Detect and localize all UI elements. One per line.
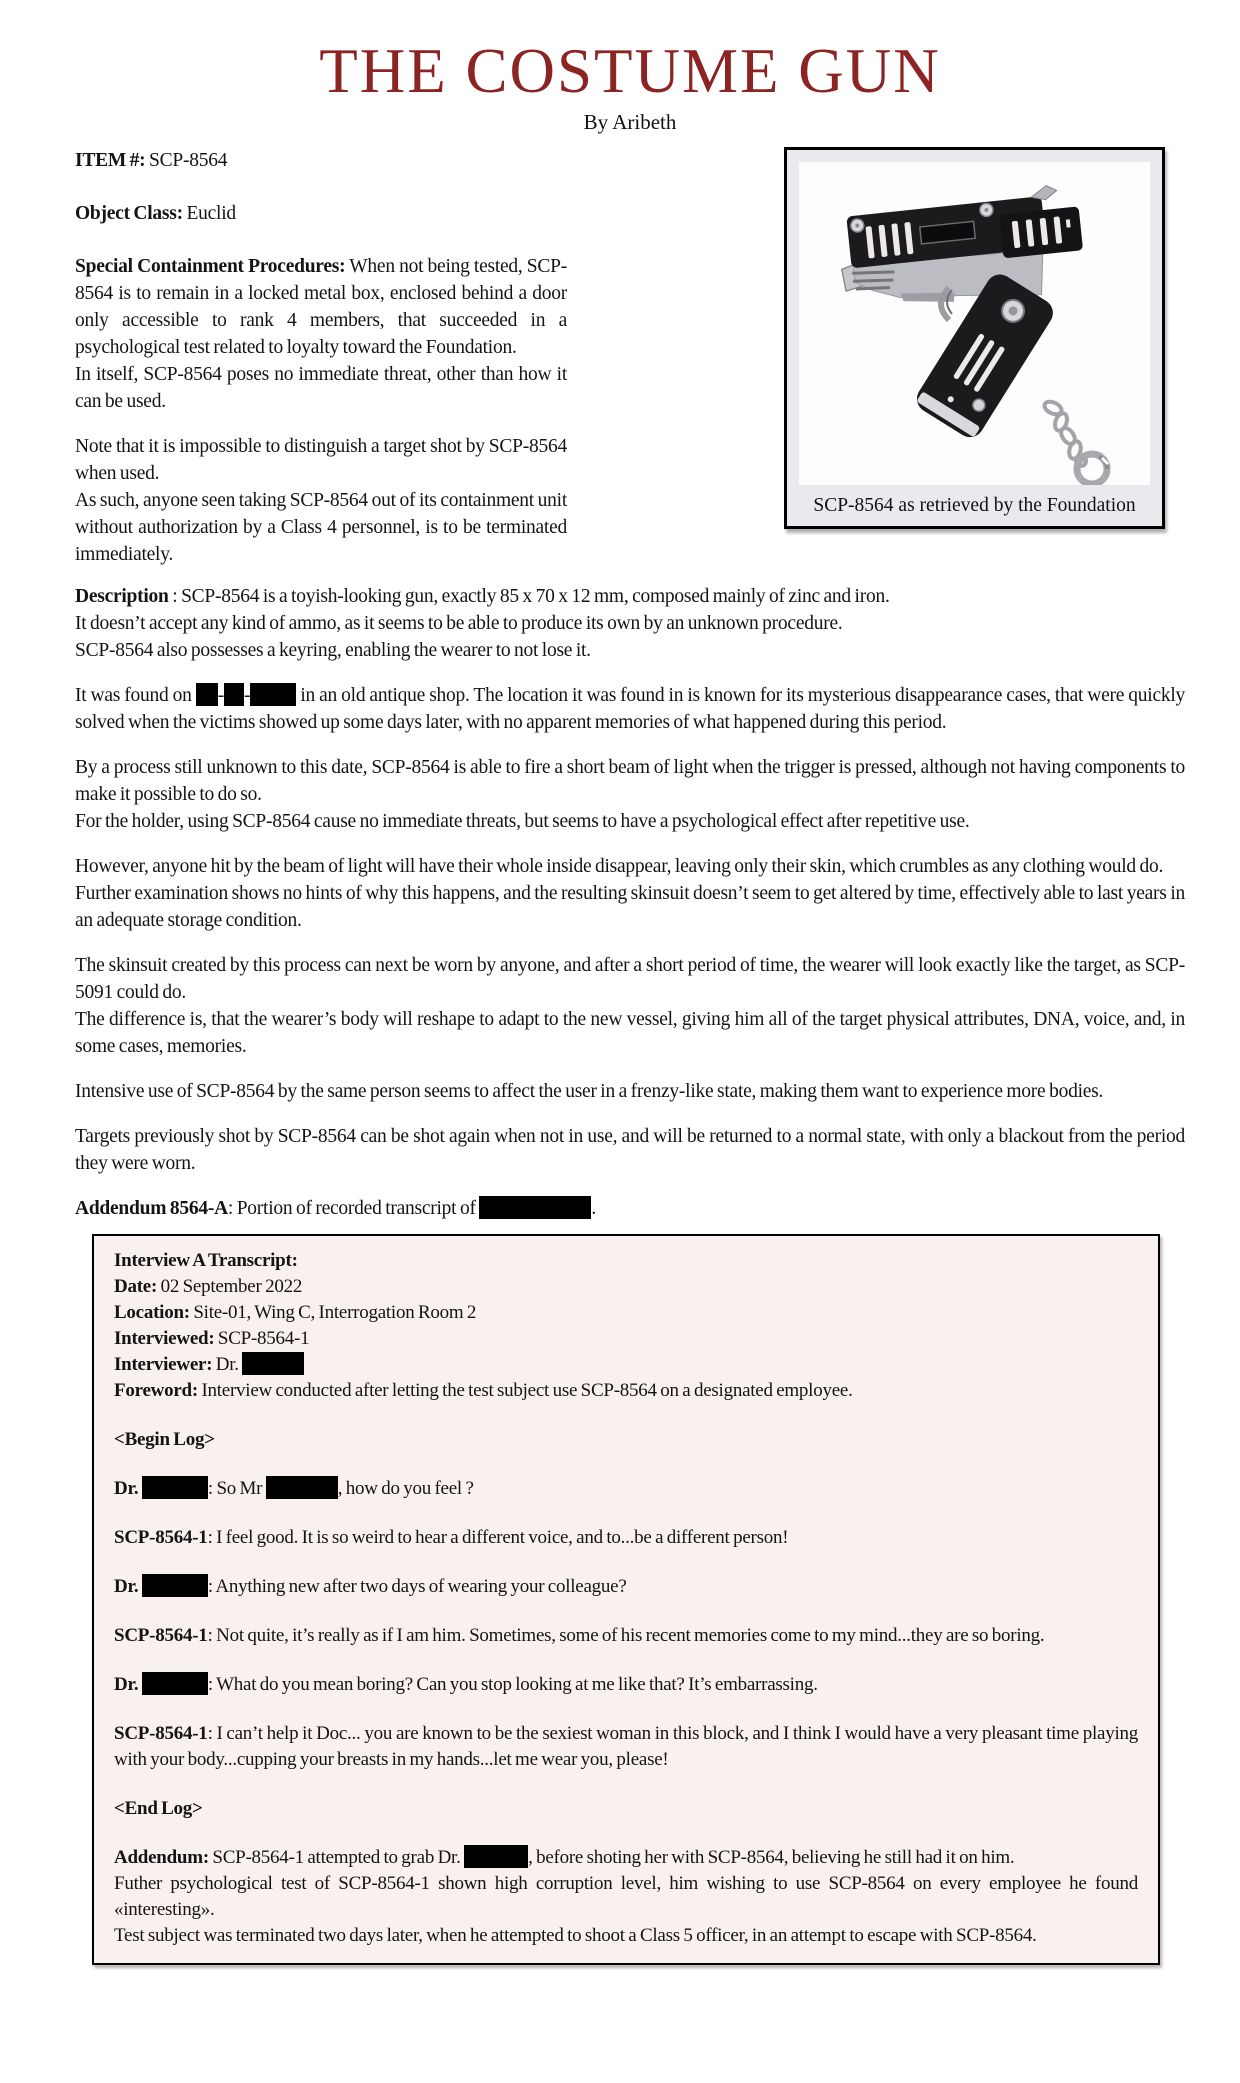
dialog-dr-3 bbox=[114, 1672, 1138, 1698]
discovery-text-1: It was found on bbox=[75, 685, 192, 707]
redacted-dr-name bbox=[142, 1672, 208, 1695]
beam-effects-paragraph bbox=[75, 853, 1185, 934]
interviewed-label: Interviewed: bbox=[114, 1328, 215, 1350]
redacted-interviewer-name bbox=[242, 1352, 304, 1375]
description-label: Description bbox=[75, 586, 169, 608]
addendum-label: Addendum 8564-A bbox=[75, 1198, 228, 1220]
dialog-text: : I feel good. It is so weird to hear a different voice, and to...be a different person! bbox=[207, 1527, 789, 1549]
interview-foreword-line bbox=[114, 1378, 1138, 1404]
containment-text-1: When not being tested, SCP-8564 is to remain in a locked metal box, enclosed behind a door only accessible to rank 4 members, that succeeded in a psychological test related to loyalty toward the Foundation. bbox=[75, 256, 567, 359]
dialog-dr-2 bbox=[114, 1574, 1138, 1600]
item-number-line bbox=[75, 147, 567, 174]
interviewed-value: SCP-8564-1 bbox=[217, 1328, 310, 1350]
dialog-scp-2 bbox=[114, 1623, 1138, 1649]
redacted-date-day bbox=[196, 683, 218, 706]
redacted-date-month bbox=[224, 683, 244, 706]
skinsuit-text-2: The difference is, that the wearer’s body will reshape to adapt to the new vessel, giving him all of the target physical attributes, DNA, voice, and, in some cases, memories. bbox=[75, 1009, 1185, 1058]
effects-text-2: Further examination shows no hints of why this happens, and the resulting skinsuit doesn’t seem to get altered by time, effectively able to last years in an adequate storage condition. bbox=[75, 883, 1185, 932]
location-label: Location: bbox=[114, 1302, 190, 1324]
description-text-3: SCP-8564 also possesses a keyring, enabling the wearer to not lose it. bbox=[75, 640, 591, 662]
skinsuit-paragraph bbox=[75, 952, 1185, 1060]
item-number-value: SCP-8564 bbox=[149, 150, 228, 172]
byline: By Aribeth bbox=[583, 110, 677, 135]
redacted-mr-name bbox=[266, 1476, 338, 1499]
object-class-line bbox=[75, 200, 567, 227]
top-section bbox=[75, 147, 1185, 568]
dialog-text: : What do you mean boring? Can you stop looking at me like that? It’s embarrassing. bbox=[207, 1674, 818, 1696]
addendum-reference-line bbox=[75, 1195, 1185, 1222]
interview-heading-text: Interview A Transcript: bbox=[114, 1250, 298, 1272]
intensive-use-paragraph: Intensive use of SCP-8564 by the same person seems to affect the user in a frenzy-like state, making them want to experience more bodies. bbox=[75, 1081, 1104, 1103]
begin-log-text: <Begin Log> bbox=[114, 1429, 215, 1451]
process-text-1: By a process still unknown to this date, SCP-8564 is able to fire a short beam of light when the trigger is pressed, although not having components to make it possible to do so. bbox=[75, 757, 1185, 806]
date-separator: - bbox=[243, 685, 251, 707]
redacted-dr-name bbox=[142, 1574, 208, 1597]
beam-process-paragraph bbox=[75, 754, 1185, 835]
discovery-paragraph bbox=[75, 682, 1185, 736]
item-number-label: ITEM #: bbox=[75, 150, 146, 172]
addendum-text: : Portion of recorded transcript of bbox=[227, 1198, 476, 1220]
dialog-text: : I can’t help it Doc... you are known to be the sexiest woman in this block, and I think I would have a very pleasant time playing with your body...cupping your breasts in my hands...let me wear you, please! bbox=[114, 1723, 1138, 1771]
interview-addendum-paragraph bbox=[114, 1845, 1138, 1949]
targets-paragraph: Targets previously shot by SCP-8564 can be shot again when not in use, and will be returned to a normal state, with only a blackout from the period they were worn. bbox=[75, 1126, 1185, 1175]
end-log-text: <End Log> bbox=[114, 1798, 203, 1820]
interview-location-line bbox=[114, 1300, 1138, 1326]
dialog-text: : Not quite, it’s really as if I am him. Sometimes, some of his recent memories come to my mind...they are so boring. bbox=[207, 1625, 1045, 1647]
photo-caption: SCP-8564 as retrieved by the Foundation bbox=[813, 495, 1136, 517]
dialog-text: , how do you feel ? bbox=[337, 1478, 474, 1500]
scp-8564-photo bbox=[799, 162, 1150, 485]
interview-addendum-text-2: , before shoting her with SCP-8564, believing he still had it on him. bbox=[528, 1847, 1015, 1869]
dialog-scp-3 bbox=[114, 1721, 1138, 1773]
dialog-scp-1 bbox=[114, 1525, 1138, 1551]
description-paragraph bbox=[75, 583, 1185, 664]
description-text-1: : SCP-8564 is a toyish-looking gun, exactly 85 x 70 x 12 mm, composed mainly of zinc and iron. bbox=[168, 586, 890, 608]
date-value: 02 September 2022 bbox=[160, 1276, 303, 1298]
containment-note-1: Note that it is impossible to distinguish a target shot by SCP-8564 when used. bbox=[75, 436, 567, 485]
containment-note-2: As such, anyone seen taking SCP-8564 out of its containment unit without authorization by a Class 4 personnel, is to be terminated immediately. bbox=[75, 490, 567, 566]
process-text-2: For the holder, using SCP-8564 cause no immediate threats, but seems to have a psychological effect after repetitive use. bbox=[75, 811, 970, 833]
begin-log-line bbox=[114, 1427, 1138, 1453]
redacted-transcript-name bbox=[479, 1196, 591, 1219]
containment-text-2: In itself, SCP-8564 poses no immediate threat, other than how it can be used. bbox=[75, 364, 567, 413]
discovery-text-2: in an old antique shop. The location it was found in is known for its mysterious disappearance cases, that were quickly solved when the victims showed up some days later, with no apparent memories of what happened during this period. bbox=[75, 685, 1186, 734]
object-class-value: Euclid bbox=[186, 203, 236, 225]
interview-interviewed-line bbox=[114, 1326, 1138, 1352]
interview-interviewer-line bbox=[114, 1352, 1138, 1378]
dialog-text: : Anything new after two days of wearing your colleague? bbox=[207, 1576, 627, 1598]
page-title: THE COSTUME GUN bbox=[319, 36, 941, 106]
interviewer-prefix: Dr. bbox=[215, 1354, 239, 1376]
skinsuit-text-1: The skinsuit created by this process can next be worn by anyone, and after a short period of time, the wearer will look exactly like the target, as SCP-5091 could do. bbox=[75, 955, 1185, 1004]
description-text-2: It doesn’t accept any kind of ammo, as it seems to be able to produce its own by an unknown procedure. bbox=[75, 613, 843, 635]
interview-heading bbox=[114, 1248, 1138, 1274]
interview-addendum-text-3: Futher psychological test of SCP-8564-1 shown high corruption level, him wishing to use SCP-8564 on every employee he found «interesting». bbox=[114, 1873, 1138, 1921]
containment-note-paragraph bbox=[75, 433, 567, 568]
interviewer-label: Interviewer: bbox=[114, 1354, 213, 1376]
date-separator: - bbox=[217, 685, 224, 707]
addendum-period: . bbox=[591, 1198, 596, 1220]
containment-label: Special Containment Procedures: bbox=[75, 256, 346, 278]
object-class-label: Object Class: bbox=[75, 203, 183, 225]
header-fields-column bbox=[75, 147, 567, 568]
effects-text-1: However, anyone hit by the beam of light will have their whole inside disappear, leaving only their skin, which crumbles as any clothing would do. bbox=[75, 856, 1164, 878]
redacted-dr-name bbox=[464, 1845, 528, 1868]
interview-transcript-box bbox=[92, 1234, 1160, 1965]
foreword-label: Foreword: bbox=[114, 1380, 198, 1402]
speaker-dr: Dr. bbox=[114, 1576, 139, 1598]
interview-addendum-text-1: SCP-8564-1 attempted to grab Dr. bbox=[212, 1847, 461, 1869]
speaker-dr: Dr. bbox=[114, 1674, 139, 1696]
scp-photo-panel bbox=[784, 147, 1165, 529]
keychain-gun-illustration bbox=[799, 162, 1150, 485]
date-label: Date: bbox=[114, 1276, 158, 1298]
speaker-scp: SCP-8564-1 bbox=[114, 1723, 208, 1745]
location-value: Site-01, Wing C, Interrogation Room 2 bbox=[193, 1302, 477, 1324]
speaker-dr: Dr. bbox=[114, 1478, 139, 1500]
speaker-scp: SCP-8564-1 bbox=[114, 1527, 208, 1549]
redacted-date-year bbox=[250, 683, 296, 706]
dialog-dr-1 bbox=[114, 1476, 1138, 1502]
end-log-line bbox=[114, 1796, 1138, 1822]
speaker-scp: SCP-8564-1 bbox=[114, 1625, 208, 1647]
interview-addendum-text-4: Test subject was terminated two days later, when he attempted to shoot a Class 5 officer, in an attempt to escape with SCP-8564. bbox=[114, 1925, 1037, 1947]
interview-addendum-label: Addendum: bbox=[114, 1847, 209, 1869]
foreword-value: Interview conducted after letting the test subject use SCP-8564 on a designated employee. bbox=[201, 1380, 853, 1402]
interview-date-line bbox=[114, 1274, 1138, 1300]
dialog-text: : So Mr bbox=[207, 1478, 266, 1500]
containment-procedures-paragraph bbox=[75, 253, 567, 415]
redacted-dr-name bbox=[142, 1476, 208, 1499]
